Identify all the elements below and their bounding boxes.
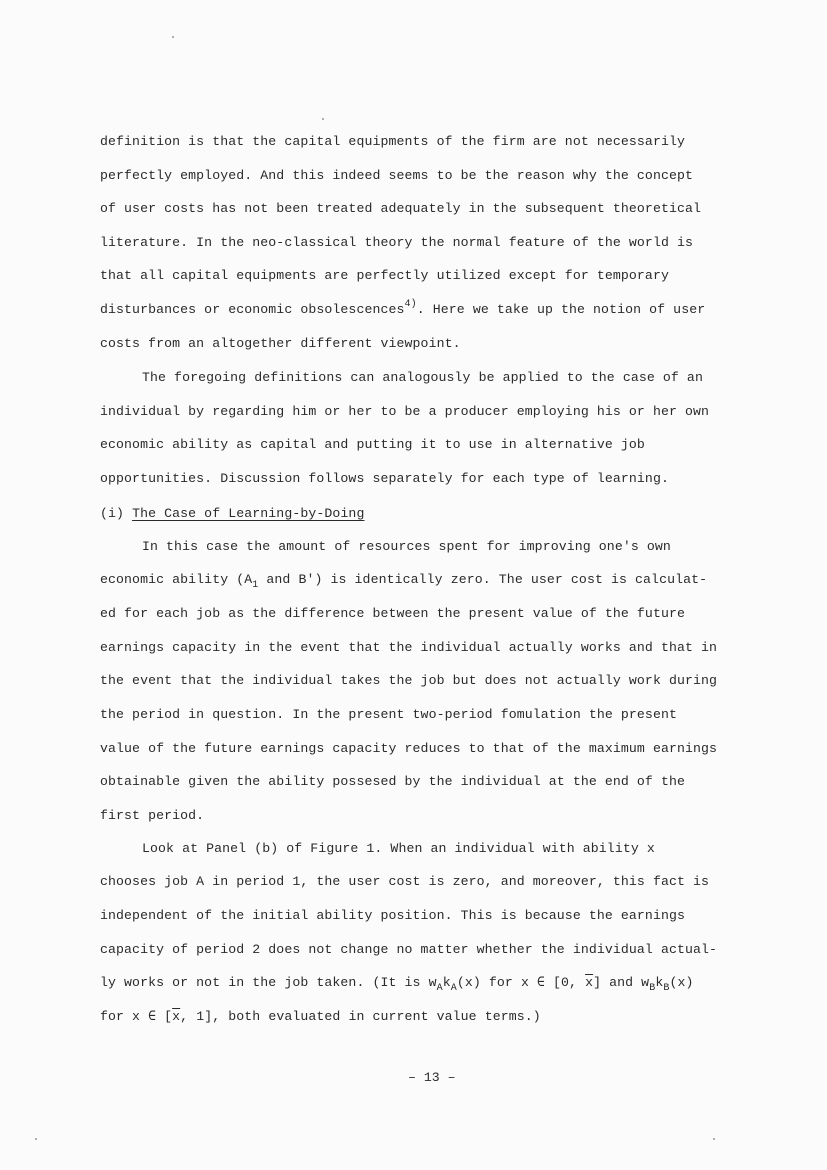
text-line: individual by regarding him or her to be a producer employing his or her own [100, 404, 710, 419]
text-line: the period in question. In the present two-period fomulation the present [100, 707, 677, 722]
subscript: A [436, 983, 443, 994]
subscript: 1 [252, 580, 259, 591]
text-run: ly works or not in the job taken. (It is w [100, 975, 437, 990]
text-line [100, 299, 706, 317]
text-run: disturbances or economic obsolescences [100, 302, 405, 317]
text-line: earnings capacity in the event that the individual actually works and that in [100, 640, 718, 655]
x-bar: $\overline{x}$ [172, 1009, 181, 1024]
section-title: The Case of Learning-by-Doing [132, 506, 365, 521]
text-run: and B') is identically zero. The user cost is calculat- [258, 572, 708, 587]
text-line [100, 572, 708, 591]
footnote-ref: 4) [404, 299, 417, 310]
text-line: the event that the individual takes the job but does not actually work during [100, 673, 718, 688]
scan-speck [713, 1138, 715, 1140]
page-number: – 13 – [408, 1070, 456, 1085]
text-line: costs from an altogether different viewpoint. [100, 336, 461, 351]
section-heading [100, 506, 364, 521]
text-line: of user costs has not been treated adequately in the subsequent theoretical [100, 201, 702, 216]
text-line: The foregoing definitions can analogously be applied to the case of an [142, 370, 703, 385]
text-run: . Here we take up the notion of user [416, 302, 706, 317]
text-run: k [442, 975, 451, 990]
text-line: economic ability as capital and putting it to use in alternative job [100, 437, 645, 452]
text-line: Look at Panel (b) of Figure 1. When an individual with ability x [142, 841, 655, 856]
text-run: k [655, 975, 664, 990]
section-number: (i) [100, 506, 125, 521]
text-line: chooses job A in period 1, the user cost is zero, and moreover, this fact is [100, 874, 710, 889]
text-run: economic ability (A [100, 572, 253, 587]
text-line: obtainable given the ability possesed by the individual at the end of the [100, 774, 686, 789]
text-run: ] and w [593, 975, 650, 990]
text-line: first period. [100, 808, 205, 823]
x-bar: $\overline{x}$ [585, 975, 594, 990]
text-line: ed for each job as the difference between the present value of the future [100, 606, 686, 621]
text-line [100, 975, 694, 994]
scan-speck [172, 36, 174, 38]
text-line: that all capital equipments are perfectly utilized except for temporary [100, 268, 669, 283]
text-line: definition is that the capital equipments of the firm are not necessarily [100, 134, 686, 149]
scan-speck [35, 1138, 37, 1140]
text-line: opportunities. Discussion follows separately for each type of learning. [100, 471, 669, 486]
text-line: value of the future earnings capacity reduces to that of the maximum earnings [100, 741, 718, 756]
text-run: (x) [669, 975, 694, 990]
text-run: for x ∈ [ [100, 1009, 173, 1024]
text-run: (x) for x ∈ [0, [456, 975, 586, 990]
scan-speck [322, 118, 324, 120]
subscript: B [649, 983, 656, 994]
text-run: , 1], both evaluated in current value terms.) [180, 1009, 541, 1024]
text-line: literature. In the neo-classical theory the normal feature of the world is [100, 235, 694, 250]
text-line: capacity of period 2 does not change no matter whether the individual actual- [100, 942, 718, 957]
text-line: perfectly employed. And this indeed seems to be the reason why the concept [100, 168, 694, 183]
text-line: independent of the initial ability position. This is because the earnings [100, 908, 686, 923]
text-line: In this case the amount of resources spent for improving one's own [142, 539, 671, 554]
text-line [100, 1009, 541, 1024]
subscript: B [663, 983, 670, 994]
subscript: A [450, 983, 457, 994]
